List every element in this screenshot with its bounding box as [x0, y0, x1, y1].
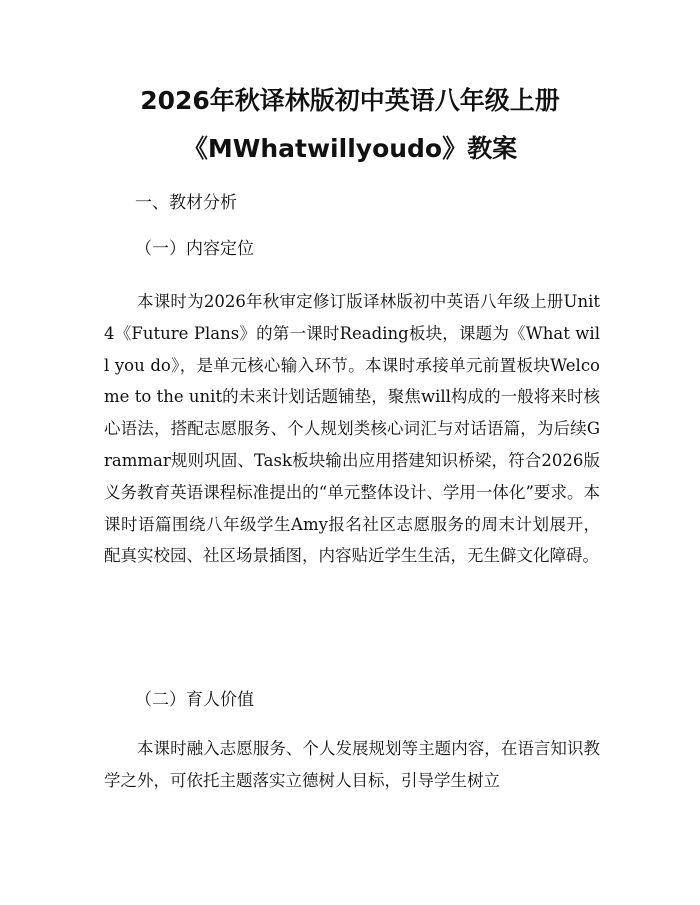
- paragraph-content-positioning: 本课时为2026年秋审定修订版译林版初中英语八年级上册Unit 4《Future Plans》的第一课时Reading板块，课题为《What will you do》，是单元核心输入环节。本课时承接单元前置板块Welcome to the unit的未来计划话题铺垫，聚焦will构成的一般将来时核心语法，搭配志愿服务、个人规划类核心词汇与对话语篇，为后续Grammar规则巩固、Task板块输出应用搭建知识桥梁，符合2026版义务教育英语课程标准提出的“单元整体设计、学用一体化”要求。本课时语篇围绕八年级学生Amy报名社区志愿服务的周末计划展开，配真实校园、社区场景插图，内容贴近学生生活，无生僻文化障碍。: [104, 292, 600, 566]
- subsection-heading-educational-value: （二）育人价值: [135, 690, 254, 710]
- section-heading-textbook-analysis: 一、教材分析: [135, 193, 237, 213]
- subsection-heading-content-positioning: （一）内容定位: [135, 239, 254, 259]
- document-title-line-2: 《MWhatwillyoudo》教案: [182, 134, 518, 163]
- paragraph-educational-value: 本课时融入志愿服务、个人发展规划等主题内容，在语言知识教学之外，可依托主题落实立德树人目标，引导学生树立: [104, 739, 600, 790]
- document-title-line-1: 2026年秋译林版初中英语八年级上册: [140, 86, 560, 115]
